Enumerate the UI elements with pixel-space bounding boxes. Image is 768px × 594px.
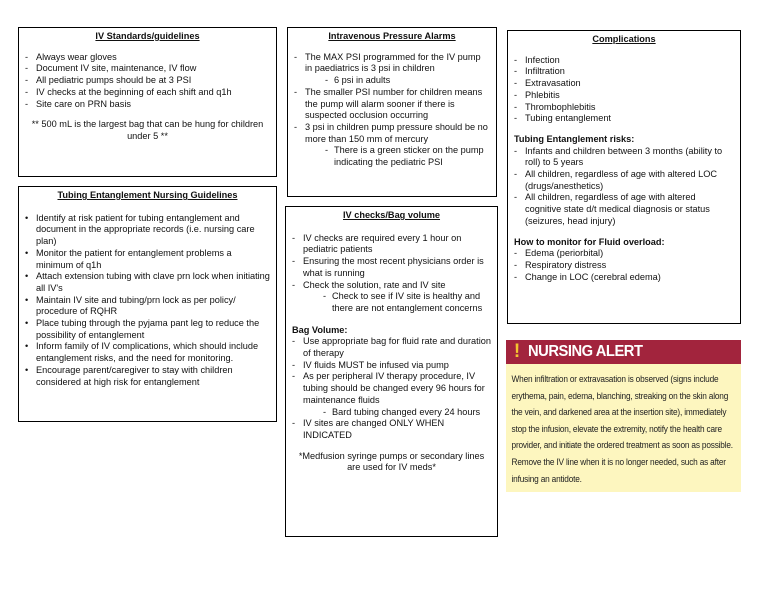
tubing-guidelines-list (25, 213, 270, 389)
iv-checks-panel (285, 206, 498, 537)
pressure-alarms-panel (287, 27, 497, 197)
list-item: - IV fluids MUST be infused via pump (292, 360, 491, 372)
iv-standards-title: IV Standards/guidelines (95, 31, 200, 41)
list-item: - Extravasation (514, 78, 734, 90)
list-item: - IV sites are changed ONLY WHEN INDICATED (292, 418, 491, 441)
pressure-alarms-title: Intravenous Pressure Alarms (328, 31, 456, 41)
list-item: - Change in LOC (cerebral edema) (514, 272, 734, 284)
list-item: - Respiratory distress (514, 260, 734, 272)
nursing-alert-text: When infiltration or extravasation is observed (signs include erythema, pain, edema, blanching, streaking on the skin along the vein, and darkened area at the insertion site), immediately stop the infusion, elevate the extremity, notify the health care provider, and initiate the ordered treatment as soon as possible. Remove the IV line when it is no longer needed, such as after infusing an antidote. (511, 374, 733, 484)
sub-item: - 6 psi in adults (325, 75, 490, 87)
list-item: - Infants and children between 3 months (ability to roll) to 5 years (514, 146, 734, 169)
list-item: - Document IV site, maintenance, IV flow (25, 63, 270, 75)
list-item: - Check the solution, rate and IV site - Check to see if IV site is healthy and there are not entanglement concerns (292, 280, 491, 315)
list-item: - Always wear gloves (25, 52, 270, 64)
list-item: - IV checks at the beginning of each shift and q1h (25, 87, 270, 99)
list-item: • Identify at risk patient for tubing entanglement and document in the appropriate records (i.e. nursing care plan) (25, 213, 270, 248)
list-item: • Place tubing through the pyjama pant leg to reduce the possibility of entanglement (25, 318, 270, 341)
entanglement-risks-heading: Tubing Entanglement risks: (514, 133, 635, 144)
sub-item: - Bard tubing changed every 24 hours (323, 407, 491, 419)
list-item: - The MAX PSI programmed for the IV pump in paediatrics is 3 psi in children - 6 psi in adults (294, 52, 490, 87)
list-item: • Monitor the patient for entanglement problems a minimum of q1h (25, 248, 270, 271)
iv-standards-list (25, 52, 270, 111)
bag-volume-heading: Bag Volume: (292, 324, 348, 335)
bag-volume-list (292, 336, 491, 441)
list-item: - All children, regardless of age with altered cognitive state d/t medical diagnosis or status (seizures, head injury) (514, 192, 734, 227)
complications-list (514, 55, 734, 125)
list-item: • Inform family of IV complications, which should include entanglement risks, and the need for monitoring. (25, 341, 270, 364)
entanglement-risks-list (514, 146, 734, 228)
sub-item: - Check to see if IV site is healthy and there are not entanglement concerns (323, 291, 491, 314)
list-item: - Site care on PRN basis (25, 99, 270, 111)
list-item: • Attach extension tubing with clave prn lock when initiating all IV's (25, 271, 270, 294)
iv-standards-panel (18, 27, 277, 177)
list-item: - IV checks are required every 1 hour on pediatric patients (292, 233, 491, 256)
list-item: - Use appropriate bag for fluid rate and duration of therapy (292, 336, 491, 359)
complications-panel (507, 30, 741, 324)
list-item: - Infiltration (514, 66, 734, 78)
iv-checks-list (292, 233, 491, 315)
list-item: - All children, regardless of age with altered LOC (drugs/anesthetics) (514, 169, 734, 192)
nursing-alert-panel (506, 340, 741, 492)
fluid-overload-list (514, 248, 734, 283)
iv-checks-title: IV checks/Bag volume (342, 210, 441, 220)
list-item: • Maintain IV site and tubing/prn lock as per policy/ procedure of RQHR (25, 295, 270, 318)
bag-size-note: ** 500 mL is the largest bag that can be hung for children under 5 ** (31, 119, 264, 141)
list-item: - 3 psi in children pump pressure should be no more than 150 mm of mercury - There is a green sticker on the pump indicating the pediatric PSI (294, 122, 490, 169)
list-item: - Phlebitis (514, 90, 734, 102)
sub-item: - There is a green sticker on the pump indicating the pediatric PSI (325, 145, 490, 168)
list-item: - Tubing entanglement (514, 113, 734, 125)
tubing-guidelines-title: Tubing Entanglement Nursing Guidelines (57, 190, 238, 200)
list-item: - Infection (514, 55, 734, 67)
tubing-guidelines-panel (18, 186, 277, 422)
list-item: - Thrombophlebitis (514, 102, 734, 114)
pressure-alarms-list (294, 52, 490, 169)
list-item: - As per peripheral IV therapy procedure, IV tubing should be changed every 96 hours for maintenance fluids - Bard tubing changed every 24 hours (292, 371, 491, 418)
exclamation-icon: ! (513, 341, 521, 362)
list-item: - Edema (periorbital) (514, 248, 734, 260)
list-item: - Ensuring the most recent physicians order is what is running (292, 256, 491, 279)
nursing-alert-title: NURSING ALERT (528, 343, 643, 360)
list-item: - The smaller PSI number for children means the pump will alarm sooner if there is suspected occlusion occurring (294, 87, 490, 122)
list-item: • Encourage parent/caregiver to stay with children considered at high risk for entanglement (25, 365, 270, 388)
fluid-overload-heading: How to monitor for Fluid overload: (514, 236, 665, 247)
medfusion-note: *Medfusion syringe pumps or secondary lines are used for IV meds* (298, 450, 485, 473)
list-item: - All pediatric pumps should be at 3 PSI (25, 75, 270, 87)
nursing-alert-header (506, 340, 741, 364)
complications-title: Complications (592, 34, 656, 44)
